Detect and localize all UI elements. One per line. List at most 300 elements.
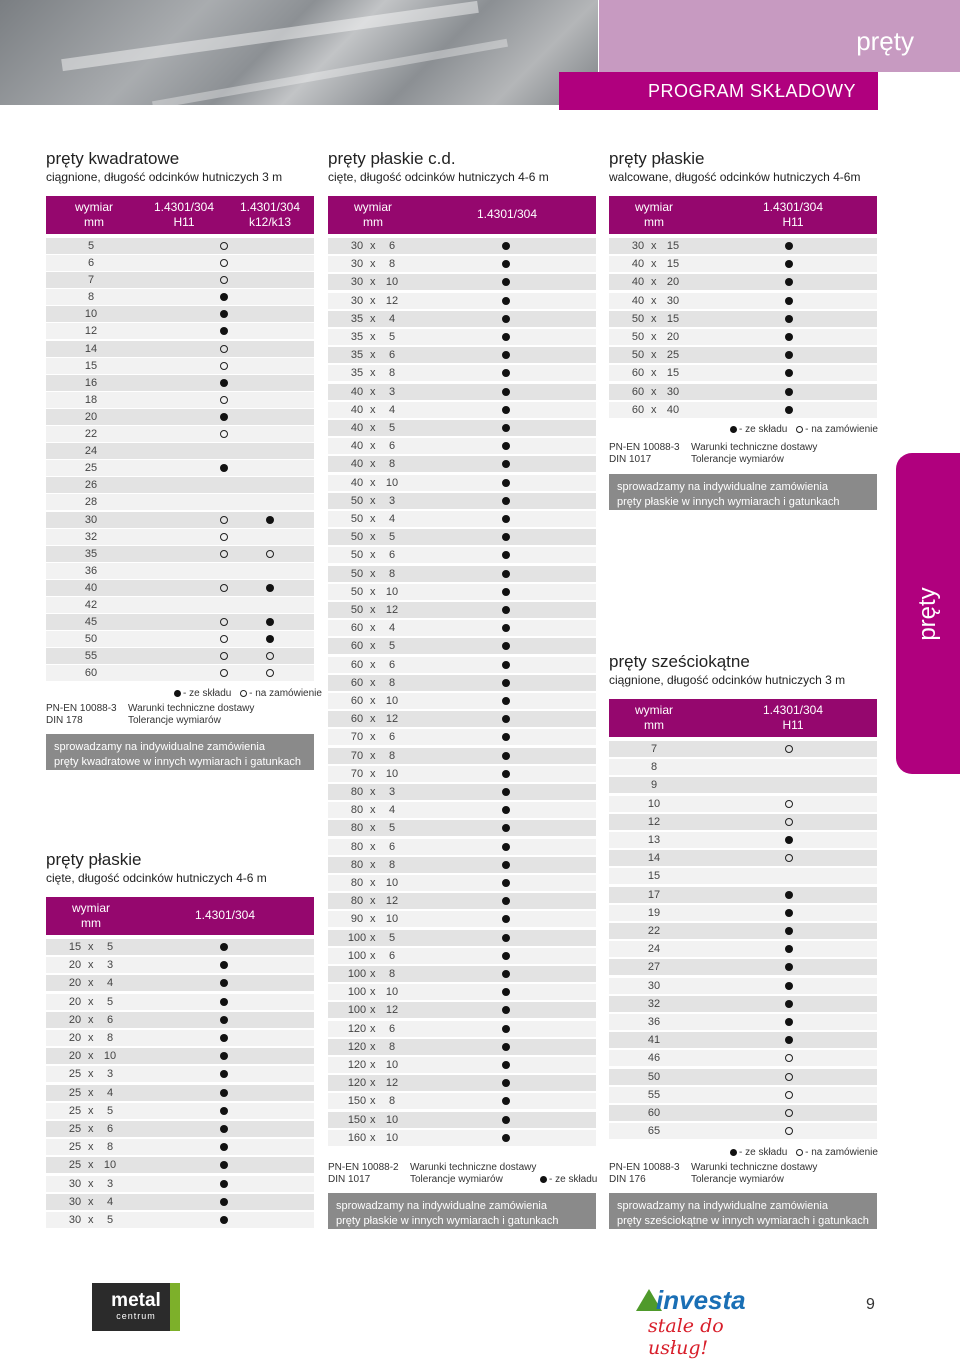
norm-code: DIN 1017 — [609, 454, 652, 465]
in-stock-icon — [540, 1176, 547, 1183]
table-row — [46, 392, 314, 408]
size-cell: 12 — [647, 815, 661, 828]
table-row — [46, 323, 314, 339]
in-stock-icon — [785, 388, 793, 396]
table-row: 40 x 6 — [328, 438, 596, 454]
size-cell: 65 — [647, 1125, 661, 1138]
table-row: 70 x 6 — [328, 729, 596, 745]
legend — [724, 1147, 878, 1158]
in-stock-icon — [785, 891, 793, 899]
in-stock-icon — [502, 970, 510, 978]
table-row: 60 x 12 — [328, 711, 596, 727]
flat-rolled-heading — [609, 149, 889, 185]
header-cell: H11 — [782, 215, 804, 229]
table-row — [609, 923, 877, 939]
table-row: 60 x 6 — [328, 657, 596, 673]
table-row — [609, 959, 877, 975]
table-row: 40 x 10 — [328, 475, 596, 491]
table-row: 60 x 4 — [328, 620, 596, 636]
on-order-icon — [266, 550, 274, 558]
size-cell: 7 — [650, 743, 658, 755]
logo-word: investa — [656, 1285, 746, 1315]
table-row: 50 x 12 — [328, 602, 596, 618]
flat-cont-table-header — [328, 196, 596, 234]
table-row: 30 x 5 — [46, 1212, 314, 1228]
metal-centrum-logo — [92, 1283, 180, 1331]
size-cell: 30 — [647, 979, 661, 992]
table-row: 30 x 15 — [609, 238, 877, 254]
table-row — [609, 814, 877, 830]
table-row: 30 x 10 — [328, 274, 596, 290]
norm-desc: Warunki techniczne dostawy — [128, 703, 255, 714]
table-row — [609, 741, 877, 757]
side-tab[interactable] — [896, 453, 960, 774]
norms — [609, 1162, 879, 1188]
size-cell: 7 — [87, 274, 95, 287]
table-row — [609, 941, 877, 957]
table-row: 50 x 25 — [609, 347, 877, 363]
table-row — [609, 1069, 877, 1085]
table-row — [46, 443, 314, 459]
norm-desc: Tolerancje wymiarów — [410, 1174, 503, 1185]
note-line: sprowadzamy na indywidualne zamówienia — [336, 1200, 547, 1212]
legend — [168, 688, 322, 699]
slogan: stale do usług! — [648, 1315, 724, 1359]
table-row — [609, 1105, 877, 1121]
table-row: 40 x 4 — [328, 402, 596, 418]
size-cell: 17 — [647, 888, 661, 901]
table-row: 50 x 6 — [328, 547, 596, 563]
size-cell: 12 — [84, 325, 98, 338]
table-row: 40 x 15 — [609, 256, 877, 272]
in-stock-icon — [220, 943, 228, 951]
table-row — [46, 529, 314, 545]
norm-desc: Warunki techniczne dostawy — [691, 1162, 818, 1173]
in-stock-icon — [785, 315, 793, 323]
in-stock-icon — [220, 1016, 228, 1024]
in-stock-icon — [730, 1149, 737, 1156]
header-cell: mm — [84, 215, 104, 229]
table-row: 25 x 8 — [46, 1139, 314, 1155]
note-line: pręty kwadratowe w innych wymiarach i gatunkach — [54, 756, 302, 768]
size-cell: 19 — [647, 906, 661, 919]
legend-order: - na zamówienie — [249, 688, 322, 699]
on-order-icon — [785, 1091, 793, 1099]
header-cell: 1.4301/304 — [153, 200, 215, 214]
table-row: 80 x 10 — [328, 875, 596, 891]
section-title: pręty płaskie — [46, 850, 142, 869]
size-cell: 55 — [84, 650, 98, 663]
table-row: 40 x 30 — [609, 293, 877, 309]
table-row — [46, 563, 314, 579]
on-order-icon — [240, 690, 247, 697]
table-row: 100 x 8 — [328, 966, 596, 982]
in-stock-icon — [266, 584, 274, 592]
flat-cut-heading — [46, 850, 316, 886]
header-cell: mm — [363, 215, 383, 229]
table-row: 120 x 10 — [328, 1057, 596, 1073]
order-note — [609, 1193, 877, 1229]
on-order-icon — [796, 1149, 803, 1156]
table-row: 120 x 6 — [328, 1021, 596, 1037]
in-stock-icon — [220, 413, 228, 421]
in-stock-icon — [502, 879, 510, 887]
norms — [46, 703, 306, 729]
table-row: 25 x 5 — [46, 1103, 314, 1119]
table-row: 30 x 8 — [328, 256, 596, 272]
norm-desc: Tolerancje wymiarów — [691, 1174, 784, 1185]
size-cell: 30 — [84, 513, 98, 526]
table-row — [46, 255, 314, 271]
table-row — [46, 512, 314, 528]
table-row: 60 x 8 — [328, 675, 596, 691]
header-cell: wymiar — [354, 200, 392, 214]
size-cell: 40 — [84, 581, 98, 594]
flat-cont-heading — [328, 149, 598, 185]
in-stock-icon — [502, 697, 510, 705]
norm-desc: Tolerancje wymiarów — [691, 454, 784, 465]
table-row: 30 x 6 — [328, 238, 596, 254]
size-cell: 9 — [650, 779, 658, 792]
in-stock-icon — [502, 1134, 510, 1142]
in-stock-icon — [785, 836, 793, 844]
section-title: pręty kwadratowe — [46, 149, 180, 168]
table-row — [46, 597, 314, 613]
in-stock-icon — [220, 1089, 228, 1097]
logo-word: centrum — [116, 1311, 156, 1321]
table-row: 20 x 4 — [46, 975, 314, 991]
program-banner: PROGRAM SKŁADOWY — [559, 72, 878, 110]
in-stock-icon — [502, 333, 510, 341]
table-row: 120 x 12 — [328, 1075, 596, 1091]
size-cell: 27 — [647, 961, 661, 974]
legend-order: - na zamówienie — [805, 1147, 878, 1158]
in-stock-icon — [785, 406, 793, 414]
table-row: 60 x 15 — [609, 365, 877, 381]
header-cell: mm — [644, 215, 664, 229]
legend-stock: - ze składu — [739, 424, 788, 435]
header-cell: 1.4301/304 — [476, 207, 538, 221]
table-row — [609, 1123, 877, 1139]
on-order-icon — [220, 584, 228, 592]
table-row — [46, 358, 314, 374]
table-row: 80 x 8 — [328, 857, 596, 873]
investa-logo — [636, 1283, 786, 1359]
in-stock-icon — [785, 982, 793, 990]
table-row: 60 x 5 — [328, 638, 596, 654]
table-row — [609, 978, 877, 994]
size-cell: 42 — [84, 599, 98, 612]
header-cell: 1.4301/304 — [762, 200, 824, 214]
table-row: 35 x 8 — [328, 365, 596, 381]
table-row: 35 x 5 — [328, 329, 596, 345]
square-bars-table-header — [46, 196, 314, 234]
table-row: 20 x 10 — [46, 1048, 314, 1064]
table-row — [609, 1032, 877, 1048]
legend-stock: - ze składu — [183, 688, 232, 699]
table-row: 30 x 4 — [46, 1194, 314, 1210]
norms — [328, 1162, 598, 1188]
in-stock-icon — [502, 588, 510, 596]
section-title: pręty płaskie — [609, 149, 705, 168]
norm-code: PN-EN 10088-3 — [609, 1162, 680, 1173]
table-row: 25 x 4 — [46, 1085, 314, 1101]
on-order-icon — [220, 396, 228, 404]
table-row: 20 x 3 — [46, 957, 314, 973]
size-cell: 41 — [647, 1034, 661, 1047]
in-stock-icon — [502, 934, 510, 942]
table-row: 30 x 12 — [328, 293, 596, 309]
size-cell: 8 — [650, 761, 658, 774]
size-cell: 14 — [647, 852, 661, 865]
legend-stock: - ze składu — [549, 1174, 598, 1185]
header-cell: wymiar — [635, 200, 673, 214]
norms — [609, 442, 879, 468]
table-row — [609, 996, 877, 1012]
note-line: sprowadzamy na indywidualne zamówienia — [617, 1200, 828, 1212]
in-stock-icon — [220, 1216, 228, 1224]
size-cell: 25 — [84, 462, 98, 475]
in-stock-icon — [502, 770, 510, 778]
table-row — [46, 494, 314, 510]
note-line: pręty płaskie w innych wymiarach i gatunkach — [336, 1215, 559, 1227]
table-row — [46, 580, 314, 596]
size-cell: 32 — [84, 530, 98, 543]
on-order-icon — [785, 745, 793, 753]
table-row: 50 x 3 — [328, 493, 596, 509]
size-cell: 35 — [84, 547, 98, 560]
order-note — [328, 1193, 596, 1229]
table-row: 35 x 6 — [328, 347, 596, 363]
in-stock-icon — [785, 1000, 793, 1008]
table-row — [46, 477, 314, 493]
size-cell: 26 — [84, 479, 98, 492]
legend-stock: - ze składu — [739, 1147, 788, 1158]
section-subtitle: ciągnione, długość odcinków hutniczych 3 m — [46, 170, 283, 184]
size-cell: 28 — [84, 496, 98, 509]
table-row: 50 x 5 — [328, 529, 596, 545]
note-line: pręty sześciokątne w innych wymiarach i gatunkach — [617, 1215, 869, 1227]
table-row — [46, 614, 314, 630]
table-row: 150 x 10 — [328, 1112, 596, 1128]
in-stock-icon — [220, 1107, 228, 1115]
on-order-icon — [220, 242, 228, 250]
in-stock-icon — [785, 333, 793, 341]
table-row: 15 x 5 — [46, 939, 314, 955]
norm-code: PN-EN 10088-2 — [328, 1162, 399, 1173]
table-row — [609, 1087, 877, 1103]
in-stock-icon — [502, 788, 510, 796]
table-row: 60 x 30 — [609, 384, 877, 400]
table-row — [46, 341, 314, 357]
size-cell: 36 — [647, 1016, 661, 1028]
in-stock-icon — [174, 690, 181, 697]
size-cell: 32 — [647, 997, 661, 1010]
table-row: 90 x 10 — [328, 911, 596, 927]
table-row: 80 x 4 — [328, 802, 596, 818]
note-line: pręty płaskie w innych wymiarach i gatunkach — [617, 496, 840, 508]
header-cell: mm — [81, 916, 101, 930]
norm-code: PN-EN 10088-3 — [46, 703, 117, 714]
size-cell: 18 — [84, 393, 98, 406]
table-row: 50 x 4 — [328, 511, 596, 527]
table-row: 20 x 8 — [46, 1030, 314, 1046]
section-subtitle: cięte, długość odcinków hutniczych 4-6 m — [46, 871, 267, 885]
in-stock-icon — [502, 1061, 510, 1069]
in-stock-icon — [502, 679, 510, 687]
norm-code: DIN 176 — [609, 1174, 646, 1185]
in-stock-icon — [220, 1034, 228, 1042]
table-row: 100 x 6 — [328, 948, 596, 964]
header-photo — [0, 0, 598, 105]
table-row: 40 x 8 — [328, 456, 596, 472]
table-row — [46, 375, 314, 391]
in-stock-icon — [502, 515, 510, 523]
size-cell: 16 — [84, 376, 98, 389]
table-row: 50 x 15 — [609, 311, 877, 327]
size-cell: 60 — [84, 667, 98, 680]
in-stock-icon — [220, 1180, 228, 1188]
in-stock-icon — [502, 752, 510, 760]
on-order-icon — [785, 818, 793, 826]
table-row — [609, 1050, 877, 1066]
header-cell: k12/k13 — [248, 215, 292, 229]
logo-word: metal — [111, 1290, 161, 1311]
note-line: sprowadzamy na indywidualne zamówienia — [617, 481, 828, 493]
table-row: 80 x 5 — [328, 820, 596, 836]
size-cell: 15 — [84, 359, 98, 372]
table-row: 120 x 8 — [328, 1039, 596, 1055]
size-cell: 50 — [647, 1070, 661, 1083]
table-row: 100 x 10 — [328, 984, 596, 1000]
order-note — [46, 734, 314, 770]
size-cell: 50 — [84, 633, 98, 646]
in-stock-icon — [502, 606, 510, 614]
size-cell: 45 — [84, 616, 98, 629]
table-row — [609, 796, 877, 812]
table-row: 70 x 10 — [328, 766, 596, 782]
size-cell: 8 — [87, 291, 95, 304]
in-stock-icon — [502, 388, 510, 396]
size-cell: 14 — [84, 342, 98, 355]
size-cell: 22 — [647, 925, 661, 937]
size-cell: 6 — [87, 257, 95, 270]
norm-desc: Tolerancje wymiarów — [128, 715, 221, 726]
legend — [724, 424, 878, 435]
hex-heading — [609, 652, 889, 688]
header-cell: mm — [644, 718, 664, 732]
in-stock-icon — [266, 516, 274, 524]
on-order-icon — [220, 345, 228, 353]
in-stock-icon — [502, 315, 510, 323]
size-cell: 13 — [647, 834, 661, 846]
table-row — [46, 272, 314, 288]
in-stock-icon — [785, 297, 793, 305]
flat-rolled-table-header — [609, 196, 877, 234]
table-row: 40 x 5 — [328, 420, 596, 436]
table-row: 50 x 8 — [328, 566, 596, 582]
table-row: 25 x 6 — [46, 1121, 314, 1137]
table-row: 80 x 12 — [328, 893, 596, 909]
in-stock-icon — [502, 406, 510, 414]
header-cell: wymiar — [75, 200, 113, 214]
in-stock-icon — [502, 479, 510, 487]
table-row: 50 x 20 — [609, 329, 877, 345]
table-row — [609, 868, 877, 884]
table-row: 80 x 3 — [328, 784, 596, 800]
on-order-icon — [796, 426, 803, 433]
table-row — [609, 777, 877, 793]
norm-code: PN-EN 10088-3 — [609, 442, 680, 453]
size-cell: 36 — [84, 564, 98, 577]
legend — [534, 1174, 597, 1186]
hex-table-header — [609, 699, 877, 737]
table-row — [46, 546, 314, 562]
table-row — [46, 648, 314, 664]
table-row: 40 x 3 — [328, 384, 596, 400]
size-cell: 10 — [647, 797, 661, 810]
header-cell: 1.4301/304 — [194, 908, 256, 922]
in-stock-icon — [785, 927, 793, 935]
table-row: 30 x 3 — [46, 1176, 314, 1192]
section-title: pręty płaskie c.d. — [328, 149, 456, 168]
table-row — [609, 887, 877, 903]
header-accent-box — [599, 0, 960, 72]
table-row — [46, 665, 314, 681]
order-note — [609, 474, 877, 510]
table-row: 70 x 8 — [328, 748, 596, 764]
on-order-icon — [785, 1073, 793, 1081]
norm-desc: Warunki techniczne dostawy — [410, 1162, 537, 1173]
table-row — [609, 850, 877, 866]
header-cell: wymiar — [72, 901, 110, 915]
size-cell: 20 — [84, 410, 98, 423]
side-tab-label: pręty — [914, 586, 941, 641]
header-cell: wymiar — [635, 703, 673, 717]
note-line: sprowadzamy na indywidualne zamówienia — [54, 741, 265, 753]
header-cell: H11 — [173, 215, 195, 229]
on-order-icon — [785, 1109, 793, 1117]
on-order-icon — [220, 362, 228, 370]
table-row — [46, 426, 314, 442]
legend-order: - na zamówienie — [805, 424, 878, 435]
section-subtitle: cięte, długość odcinków hutniczych 4-6 m — [328, 170, 549, 184]
size-cell: 24 — [84, 445, 98, 458]
in-stock-icon — [502, 242, 510, 250]
size-cell: 24 — [647, 943, 661, 956]
flat-cut-table-header — [46, 897, 314, 935]
in-stock-icon — [220, 379, 228, 387]
header-cell: H11 — [782, 718, 804, 732]
table-row: 150 x 8 — [328, 1093, 596, 1109]
in-stock-icon — [502, 424, 510, 432]
norm-code: DIN 178 — [46, 715, 83, 726]
in-stock-icon — [502, 661, 510, 669]
in-stock-icon — [785, 909, 793, 917]
in-stock-icon — [220, 1198, 228, 1206]
in-stock-icon — [502, 952, 510, 960]
in-stock-icon — [502, 570, 510, 578]
table-row — [46, 289, 314, 305]
category-title: pręty — [856, 26, 914, 56]
table-row — [609, 759, 877, 775]
in-stock-icon — [220, 998, 228, 1006]
square-bars-heading — [46, 149, 316, 185]
table-row — [46, 631, 314, 647]
in-stock-icon — [502, 861, 510, 869]
table-row: 80 x 6 — [328, 839, 596, 855]
section-subtitle: ciągnione, długość odcinków hutniczych 3 m — [609, 673, 846, 687]
